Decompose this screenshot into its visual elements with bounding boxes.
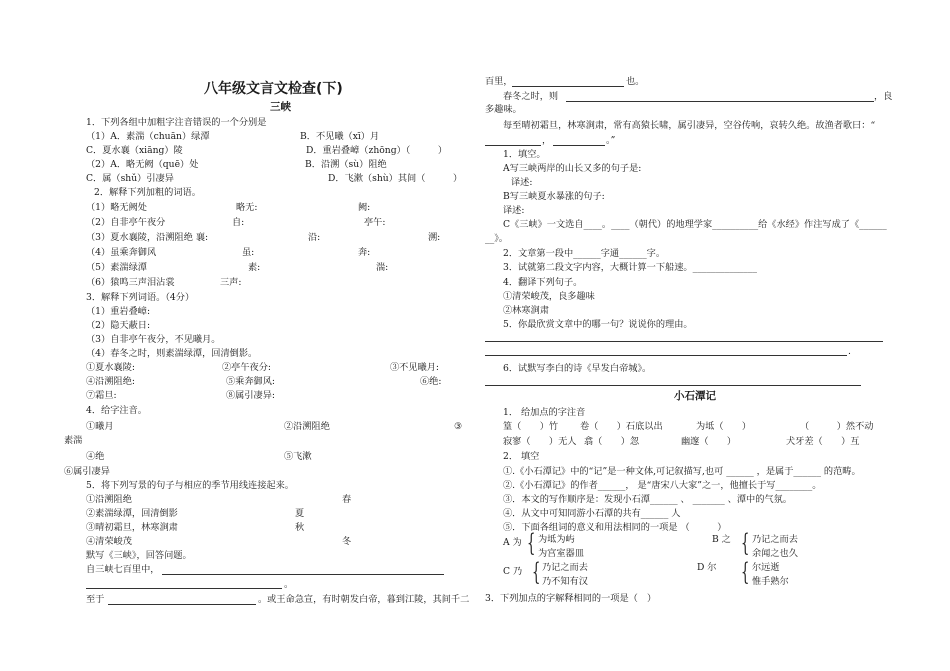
section-title-xiaoshitanji: 小石潭记: [674, 390, 716, 402]
brace-a: {: [527, 529, 536, 557]
fill-c: C《三峡》一文选自____。____（朝代）的地理学家__________给《水经》作注写成了《______: [503, 219, 887, 230]
recitation-blank-1[interactable]: [162, 574, 444, 575]
q2-item-3: （3）夏水襄陵，沿溯阻绝 襄:: [86, 232, 209, 243]
xs-option-a-1: 为坻为屿: [538, 534, 575, 545]
recitation-line-1-end: 。: [284, 579, 294, 590]
question-5: 5．将下列写景的句子与相应的季节用线连接起来。: [86, 480, 294, 491]
q4-item-3-word: 素湍: [64, 435, 83, 446]
xs-option-b-label: B 之: [712, 534, 731, 545]
q5-season-3: 秋: [295, 522, 305, 533]
q2-item-1: （1）略无阙处: [86, 202, 147, 213]
text-line-r5-end: 。”: [606, 135, 616, 146]
xs-option-d-2: 惟手熟尔: [752, 576, 789, 587]
xs-q2-item-3: ③．本文的写作顺序是：发现小石潭______ 、 _______ 、潭中的气氛。: [503, 494, 792, 505]
q2-item-5: （5）素湍绿潭: [86, 262, 147, 273]
page-title: 八年级文言文检查(下): [204, 81, 343, 97]
q4-item-6: ⑥属引凄异: [64, 466, 110, 477]
xs-q2-item-4: ④．从文中可知同游小石潭的共有______ 人: [503, 508, 681, 519]
fill-question-1: 1．填空。: [503, 149, 546, 160]
xs-option-d-1: 尔远逝: [752, 562, 780, 573]
q2-item-3-word-b: 沿:: [308, 232, 321, 243]
xs-option-d-label: D 尔: [697, 562, 717, 573]
answer-line-5a[interactable]: [485, 341, 883, 342]
xs-q1-r1-c: 为坻（ ）: [696, 421, 752, 432]
blank-r1[interactable]: [512, 86, 624, 87]
xs-option-a-2: 为宫室器皿: [538, 548, 584, 559]
recitation-blank-2[interactable]: [86, 588, 282, 589]
xs-option-a-label: A 为: [503, 537, 522, 548]
xs-question-3: 3．下列加点的字解释相同的一项是（ ）: [485, 593, 657, 604]
q4-item-3: ③: [454, 421, 463, 432]
text-line-r4: 每至晴初霜旦，林寒涧肃，常有高猿长啸，属引凄异，空谷传响，哀转久绝。故渔者歌曰：“: [503, 120, 876, 131]
question-1: 1．下列各组中加粗字注音错误的一个分别是: [86, 117, 267, 128]
section-title-sanxia: 三峡: [270, 101, 291, 113]
q3-row2-a: ④沿溯阻绝:: [86, 376, 136, 387]
q4-item-5: ⑤飞漱: [284, 451, 312, 462]
q2-item-5-word-a: 素:: [248, 262, 261, 273]
xs-question-2: 2． 填空: [503, 451, 540, 462]
q3-item-4: （4）春冬之时，则素湍绿潭，回清倒影。: [86, 348, 258, 359]
xs-q1-r2-b: 翕（ ）忽: [584, 436, 640, 447]
xs-q1-r2-a: 寂寥（ ）无人: [503, 436, 577, 447]
fill-question-4: 4．翻译下列句子。: [503, 277, 583, 288]
fill-question-2: 2．文章第一段中______字通______字。: [503, 248, 666, 259]
q2-item-2: （2）自非亭午夜分: [86, 217, 166, 228]
text-line-r5: ，: [542, 135, 552, 146]
q5-sentence-1: ①沿溯阻绝: [86, 494, 132, 505]
q2-item-1-word-b: 阙:: [358, 202, 371, 213]
recitation-line-1: 自三峡七百里中，: [86, 564, 160, 575]
recitation-line-2: 至于: [86, 594, 105, 605]
q3-row1-a: ①夏水襄陵:: [86, 362, 136, 373]
text-line-r3: 多趣味。: [485, 104, 522, 115]
brace-c: {: [532, 558, 541, 586]
xs-q2-item-5: ⑤．下面各组词的意义和用法相同的一项是 （ ）: [503, 522, 727, 533]
blank-r5a[interactable]: [485, 145, 541, 146]
q2-item-6: （6）猿鸣三声泪沾裳: [86, 277, 175, 288]
q2-item-4: （4）虽乘奔御风: [86, 247, 157, 258]
answer-line-5b[interactable]: [485, 355, 847, 356]
question-2: 2．解释下列加粗的词语。: [94, 187, 201, 198]
q3-row2-c: ⑥绝:: [420, 376, 442, 387]
q3-row3-a: ⑦霜旦:: [86, 390, 117, 401]
fill-a-translate: 译述:: [511, 177, 533, 188]
fill-question-3: 3．试就第二段文字内容，大概计算一下船速。______________: [503, 262, 757, 273]
q1-option-2b: B．沿溯（sù）阻绝: [305, 159, 387, 170]
q1-option-2c: C．属（shǔ）引凄异: [86, 173, 174, 184]
q1-option-1c: C．夏水襄（xiāng）陵: [86, 145, 183, 156]
q5-sentence-4: ④清荣峻茂: [86, 536, 132, 547]
fill-question-5: 5．你最欣赏文章中的哪一句？说说你的理由。: [503, 319, 693, 330]
fill-a: A写三峡两岸的山长又多的句子是:: [503, 163, 642, 174]
q3-item-3: （3）自非亭午夜分，不见曦月。: [86, 334, 221, 345]
fill-question-6: 6．试默写李白的诗《早发白帝城》。: [503, 363, 652, 374]
q5-sentence-3: ③晴初霜旦，林寒涧肃: [86, 522, 178, 533]
fill-b-translate: 译述:: [503, 205, 525, 216]
q1-option-1d: D．重岩叠嶂（zhōng）（ ）: [306, 145, 448, 156]
q3-item-2: （2）隐天蔽日:: [86, 320, 151, 331]
q2-item-5-word-b: 湍:: [376, 262, 389, 273]
answer-line-5-end: .: [848, 346, 851, 357]
q2-item-3-word-c: 溯:: [428, 232, 441, 243]
xs-q2-item-1: ①.《小石潭记》中的“记”是一种文体,可记叙描写,也可 ______ ，是属于______ 的范畴。: [503, 466, 861, 477]
answer-line-6[interactable]: [485, 385, 861, 386]
xs-q2-item-2: ②.《小石潭记》的作者______， 是“唐宋八大家”之一，他擅长于写________。: [503, 480, 822, 491]
q5-season-2: 夏: [295, 508, 305, 519]
q1-option-1a: （1）A．素湍（chuān）绿潭: [86, 131, 210, 142]
xs-option-b-2: 余闻之也久: [752, 548, 798, 559]
fill-question-4-item-1: ①清荣峻茂，良多趣味: [503, 291, 595, 302]
fill-c-cont: __》。: [485, 233, 508, 244]
recitation-line-2-cont: 。或王命急宣，有时朝发白帝，暮到江陵，其间千二: [258, 594, 470, 605]
q3-item-1: （1）重岩叠嶂:: [86, 306, 151, 317]
recitation-instruction: 默写《三峡》，回答问题。: [86, 550, 192, 561]
xs-q1-r1-a: 篁（ ）竹: [503, 421, 559, 432]
xs-question-1: 1． 给加点的字注音: [503, 407, 586, 418]
text-line-r2-end: ，良: [874, 91, 893, 102]
question-3: 3．解释下列词语。（4分）: [86, 292, 195, 303]
q3-row2-b: ⑤乘奔御风:: [226, 376, 276, 387]
xs-q1-r1-d: （ ）然不动: [800, 421, 874, 432]
q1-option-1b: B．不见曦（xī）月: [300, 131, 380, 142]
fill-question-4-item-2: ②林寒涧肃: [503, 305, 549, 316]
q3-row1-b: ②亭午夜分:: [222, 362, 272, 373]
xs-option-b-1: 乃记之而去: [752, 534, 798, 545]
brace-b: {: [741, 529, 750, 557]
text-line-r2: 春冬之时，则: [503, 91, 559, 102]
xs-q1-r2-d: 犬牙差（ ）互: [786, 436, 860, 447]
xs-option-c-1: 乃记之而去: [542, 562, 588, 573]
fill-b: B写三峡夏水暴涨的句子:: [503, 191, 605, 202]
brace-d: {: [741, 558, 750, 586]
text-line-r1-end: 也。: [626, 76, 645, 87]
text-line-r1: 百里，: [485, 76, 513, 87]
blank-r2[interactable]: [566, 101, 874, 102]
q2-item-2-word-b: 亭午:: [364, 217, 386, 228]
question-4: 4．给字注音。: [86, 405, 147, 416]
q5-sentence-2: ②素湍绿潭，回清倒影: [86, 508, 178, 519]
recitation-blank-3[interactable]: [108, 604, 256, 605]
q2-item-4-word-b: 奔:: [358, 247, 371, 258]
q5-season-4: 冬: [342, 536, 352, 547]
q1-option-2a: （2）A．略无阙（quē）处: [86, 159, 199, 170]
q5-season-1: 春: [342, 494, 352, 505]
xs-q1-r1-b: 卷（ ）石底以出: [580, 421, 663, 432]
q2-item-1-word-a: 略无:: [236, 202, 258, 213]
q1-option-2d: D．飞漱（shù）其间（ ）: [328, 173, 463, 184]
q2-item-6-word-a: 三声:: [220, 277, 242, 288]
q4-item-4: ④绝: [86, 451, 105, 462]
xs-option-c-2: 乃不知有汉: [542, 576, 588, 587]
q2-item-4-word-a: 虽:: [242, 247, 255, 258]
q2-item-2-word-a: 自:: [232, 217, 245, 228]
q3-row3-b: ⑧属引凄异:: [226, 390, 276, 401]
xs-q1-r2-c: 幽邃（ ）: [681, 436, 737, 447]
q3-row1-c: ③不见曦月:: [390, 362, 440, 373]
xs-option-c-label: C 乃: [503, 566, 523, 577]
q4-item-2: ②沿溯阻绝: [284, 421, 330, 432]
q4-item-1: ①曦月: [86, 421, 114, 432]
blank-r5b[interactable]: [553, 145, 605, 146]
